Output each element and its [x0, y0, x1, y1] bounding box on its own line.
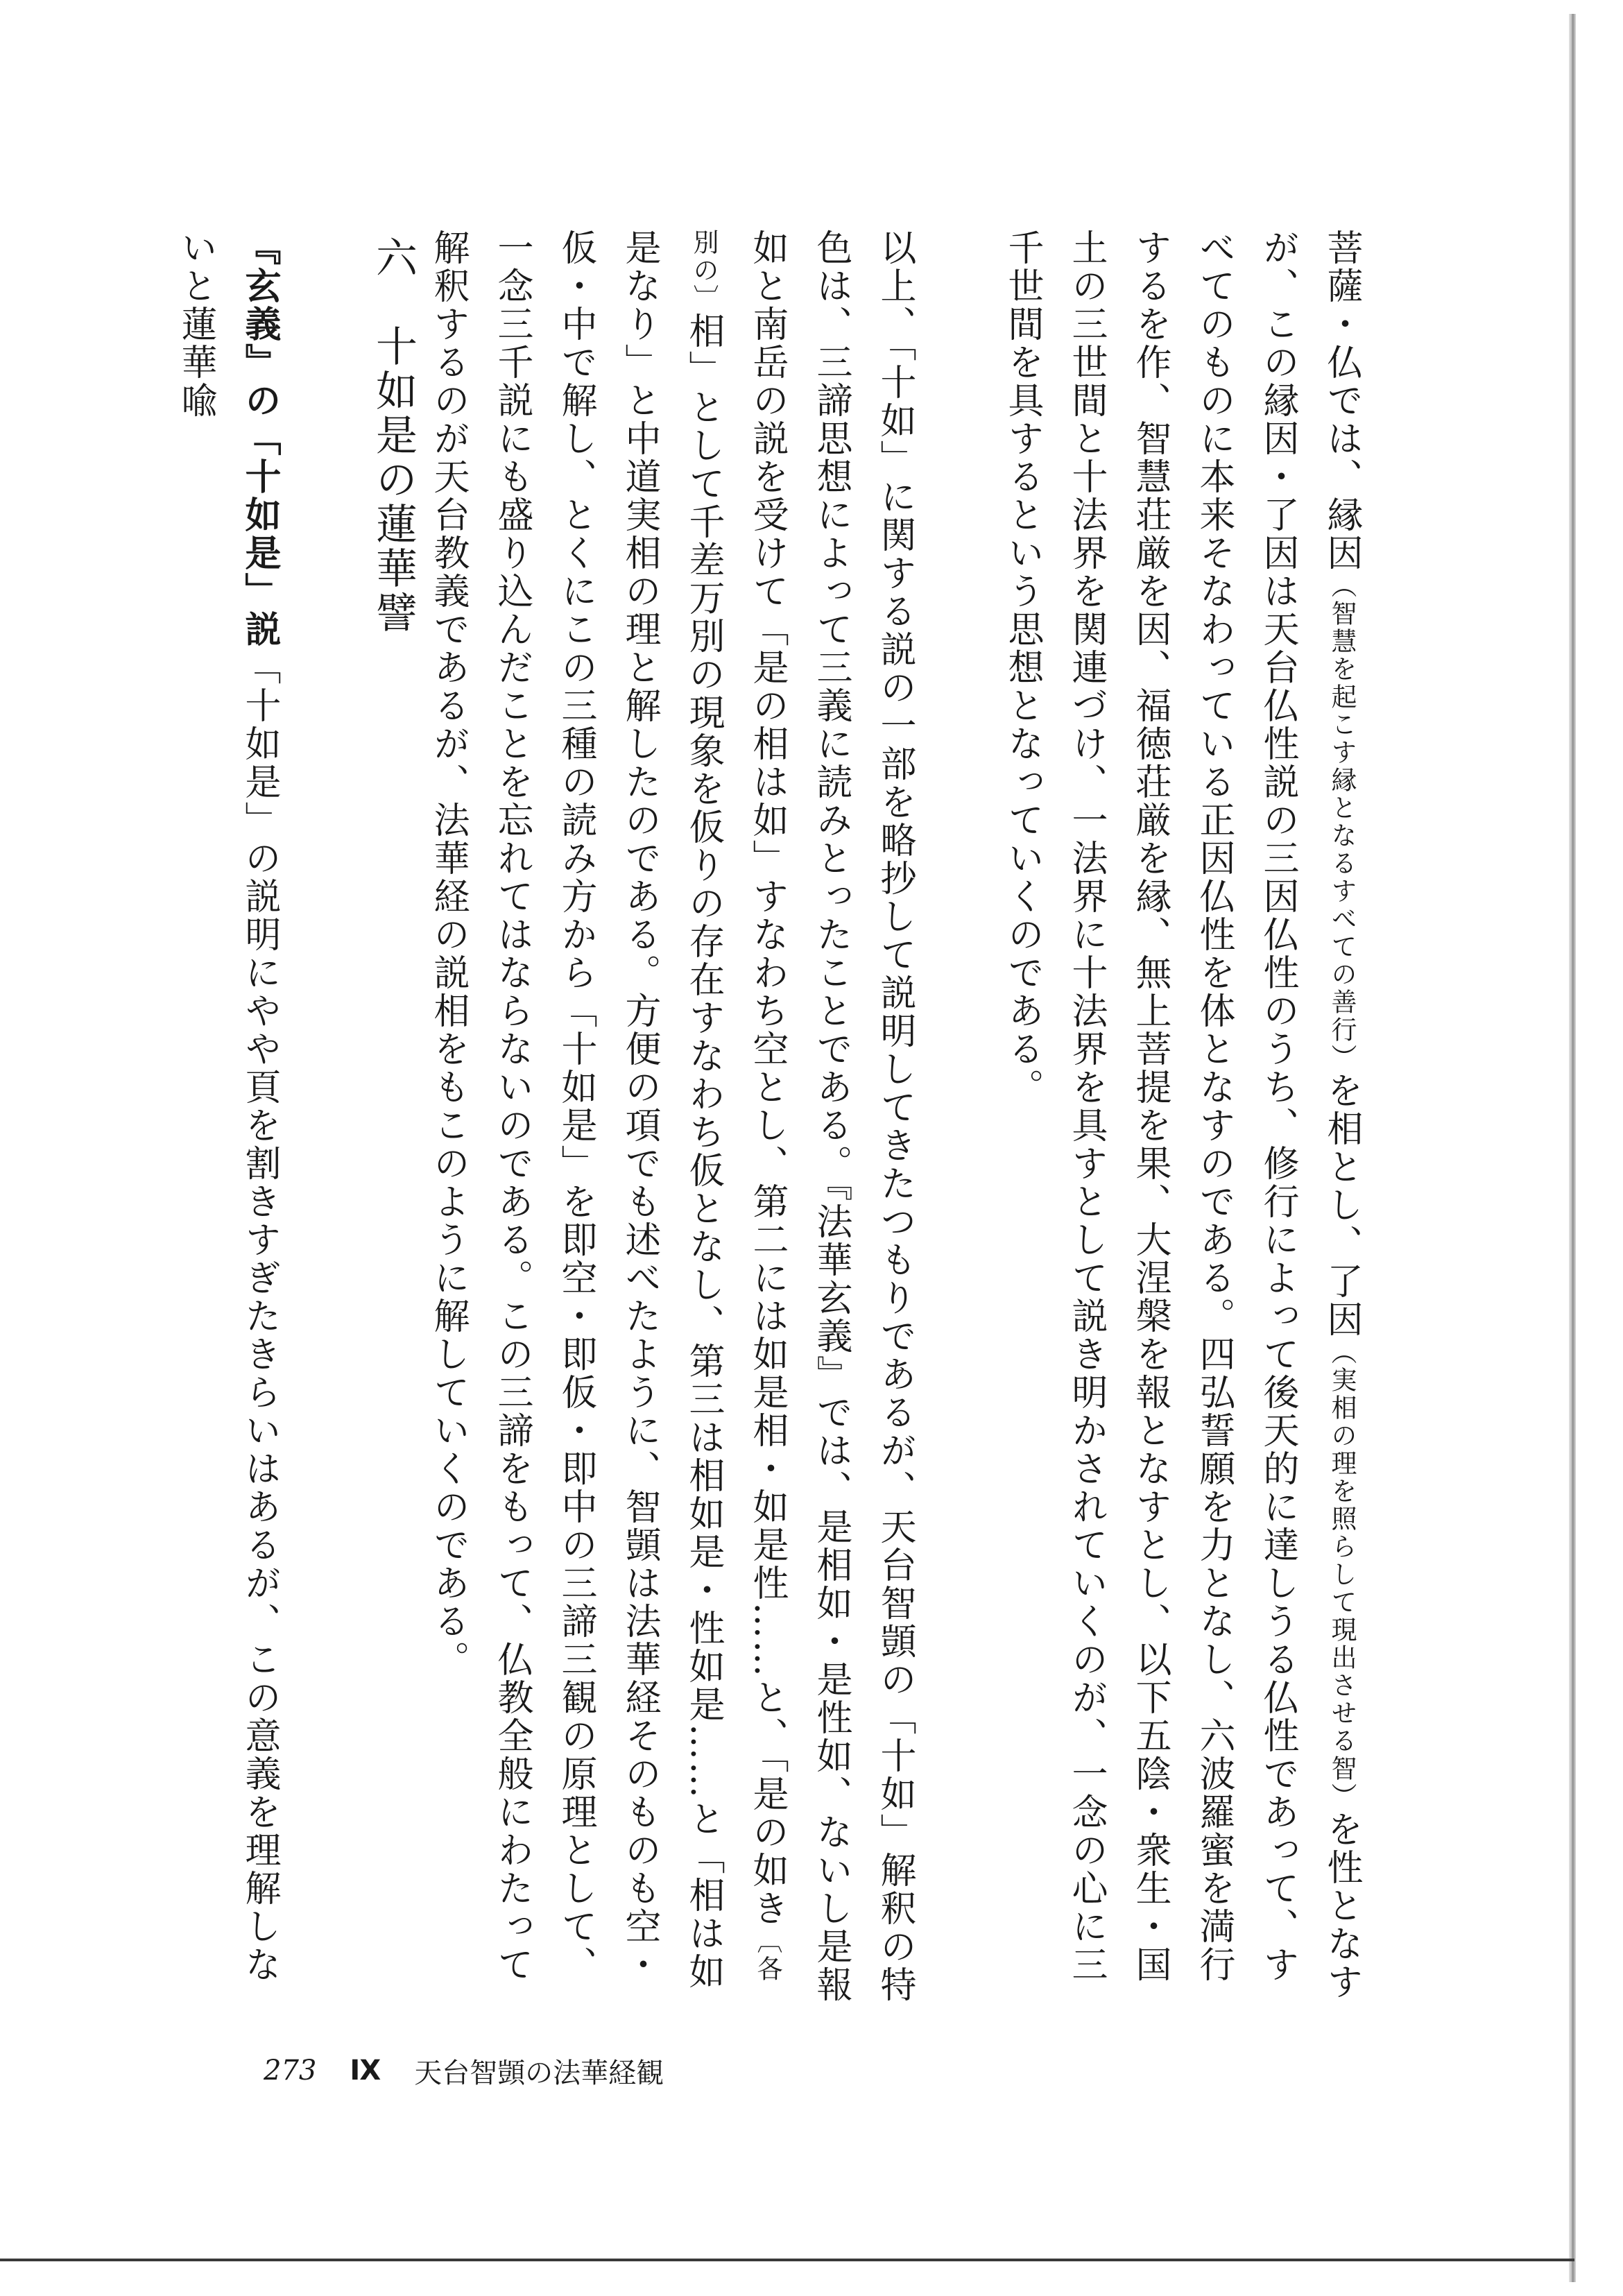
paragraph-2 [416, 229, 927, 2005]
annotation-segment: 〔各別の〕 [689, 229, 782, 1983]
annotation-segment: （智慧を起こす縁となるすべての善行） [1327, 572, 1357, 1072]
page-footer [264, 2050, 664, 2091]
chapter-title: 天台智顗の法華経観 [414, 2057, 664, 2089]
paragraph-1 [990, 229, 1373, 2005]
chapter-number: Ⅸ [350, 2055, 381, 2087]
text-segment: 相」として千差万別の現象を仮りの存在すなわち仮となし、第三は相如是・性如是……と「相は如是なり」と中道実相の理と解したのである。方便の項でも述べたように、智顗は法華経そのものも空・仮・中で解し、とくにこの三種の読み方から「十如是」を即空・即仮・即中の三諦三観の原理として、一念三千説にも盛り込んだことを忘れてはならないのである。この三諦をもって、仏教全般にわたって解釈するのが天台教義であるが、法華経の説相をもこのように解していくのである。 [427, 229, 724, 1991]
subsection-body: 「十如是」の説明にやや頁を割きすぎたきらいはあるが、この意義を理解しないと蓮華喩 [175, 229, 280, 1984]
text-segment: を相とし、了因 [1321, 1072, 1362, 1339]
page-edge-right [1569, 14, 1576, 2282]
subsection-text [175, 229, 291, 2019]
page-edge-bottom [0, 2259, 1574, 2261]
page-number: 273 [264, 2055, 317, 2087]
section-heading: 六 十如是の蓮華譬 [369, 236, 418, 635]
text-segment: を性となすが、この縁因・了因は天台仏性説の三因仏性のうち、修行によって後天的に達しうる仏性であって、すべてのものに本来そなわっている正因仏性を体となすのである。四弘誓願を力となし、六波羅蜜を満行するを作、智慧荘厳を因、福徳荘厳を縁、無上菩提を果、大涅槃を報となすとし、以下五陰・衆生・国土の三世間と十法界を関連づけ、一法界に十法界を具すとして説き明かされていくのが、一念の心に三千世間を具するという思想となっていくのである。 [1002, 229, 1362, 2001]
text-segment: 菩薩・仏では、縁因 [1321, 229, 1362, 572]
body-text [427, 229, 1373, 2005]
text-segment: 以上、「十如」に関する説の一部を略抄して説明してきたつもりであるが、天台智顗の「十如」解釈の特色は、三諦思想によって三義に読みとったことである。『法華玄義』では、是相如・是性如、ないし是報如と南岳の説を受けて「是の相は如」すなわち空とし、第二には如是相・如是性……と、「是の如き [746, 229, 916, 2004]
subsection-title: 『玄義』の「十如是」説 [239, 229, 280, 649]
annotation-segment: （実相の理を照らして現出させる智） [1327, 1339, 1357, 1810]
